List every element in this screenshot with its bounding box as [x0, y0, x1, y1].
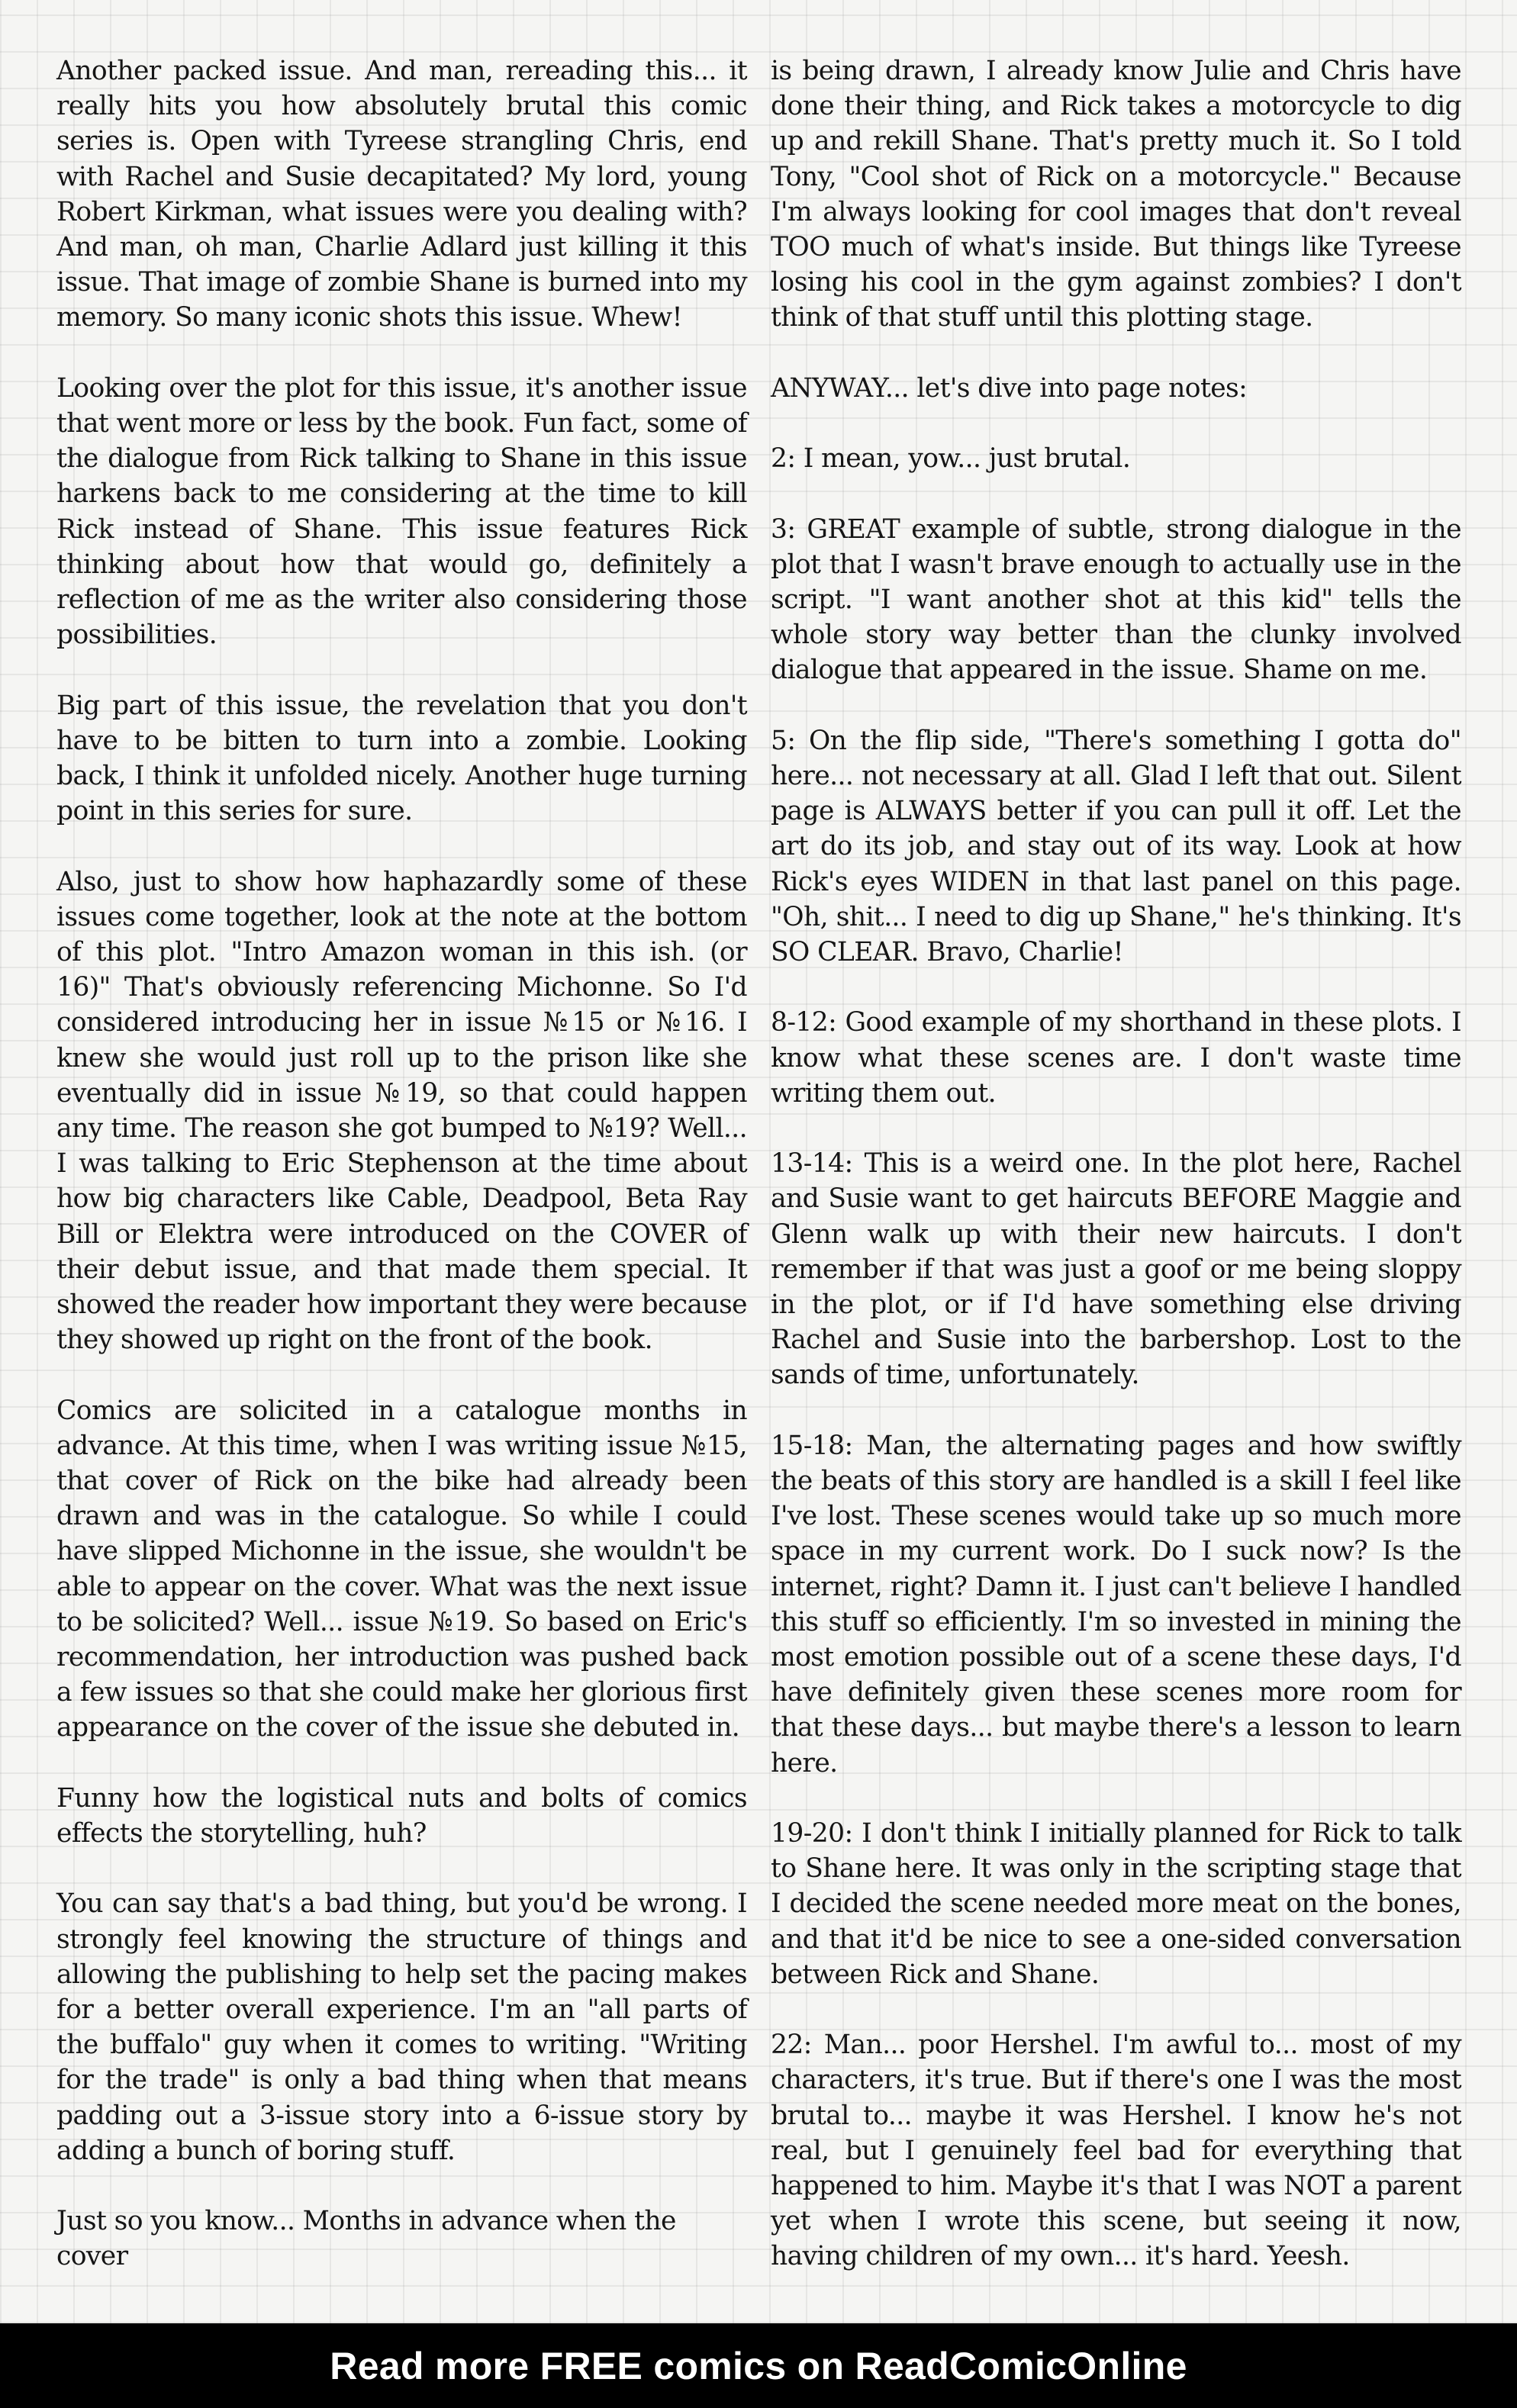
paragraph: Big part of this issue, the revelation that you don't have to be bitten to turn into a zombie. Looking back, I think it unfolded nicely. Another huge turning point in this series for sure.	[56, 690, 747, 827]
paragraph: is being drawn, I already know Julie and Chris have done their thing, and Rick takes a motorcycle to dig up and rekill Shane. That's pretty much it. So I told Tony, "Cool shot of Rick on a motorcycle." Because I'm always looking for cool images that don't reveal TOO much of what's inside. But things like Tyreese losing his cool in the gym against zombies? I don't think of that stuff until this plotting stage.	[771, 56, 1461, 333]
paragraph: 3: GREAT example of subtle, strong dialogue in the plot that I wasn't brave enough to actually use in the script. "I want another shot at this kid" tells the whole story way better than the clunky involved dialogue that appeared in the issue. Shame on me.	[771, 513, 1461, 686]
paragraph: 19-20: I don't think I initially planned for Rick to talk to Shane here. It was only in the scripting stage that I decided the scene needed more meat on the bones, and that it'd be nice to see a one-sided conversation between Rick and Shane.	[771, 1818, 1461, 1990]
paragraph: ANYWAY... let's dive into page notes:	[771, 372, 1248, 404]
paragraph: 22: Man... poor Hershel. I'm awful to... most of my characters, it's true. But if there's one I was the most brutal to... maybe it was Hershel. I know he's not real, but I genuinely feel bad for everything that happened to him. Maybe it's that I was NOT a parent yet when I wrote this scene, but seeing it now, having children of my own... it's hard. Yeesh.	[771, 2030, 1461, 2272]
paragraph: 13-14: This is a weird one. In the plot here, Rachel and Susie want to get haircuts BEFORE Maggie and Glenn walk up with their new haircuts. I don't remember if that was just a goof or me being sloppy in the plot, or if I'd have something else driving Rachel and Susie into the barbershop. Lost to the sands of time, unfortunately.	[771, 1148, 1461, 1391]
paragraph: 2: I mean, yow... just brutal.	[771, 443, 1131, 475]
footer-banner-text[interactable]: Read more FREE comics on ReadComicOnline	[330, 2344, 1187, 2387]
paragraph: 15-18: Man, the alternating pages and how swiftly the beats of this story are handled is a skill I feel like I've lost. These scenes would take up so much more space in my current work. Do I suck now? Is the internet, right? Damn it. I just can't believe I handled this stuff so efficiently. I'm so invested in mining the most emotion possible out of a scene these days, I'd have definitely given these scenes more room for that these days... but maybe there's a lesson to learn here.	[771, 1430, 1461, 1779]
paragraph: 5: On the flip side, "There's something I gotta do" here... not necessary at all. Glad I left that out. Silent page is ALWAYS better if you can pull it off. Let the art do its job, and stay out of its way. Look at how Rick's eyes WIDEN in that last panel on this page. "Oh, shit... I need to dig up Shane," he's thinking. It's SO CLEAR. Bravo, Charlie!	[771, 725, 1461, 968]
paragraph: Another packed issue. And man, rereading this... it really hits you how absolutely brutal this comic series is. Open with Tyreese strangling Chris, end with Rachel and Susie decapitated? My lord, young Robert Kirkman, what issues were you dealing with? And man, oh man, Charlie Adlard just killing it this issue. That image of zombie Shane is burned into my memory. So many iconic shots this issue. Whew!	[56, 56, 747, 333]
footer-banner[interactable]	[0, 2323, 1517, 2408]
paragraph: You can say that's a bad thing, but you'd be wrong. I strongly feel knowing the structure of things and allowing the publishing to help set the pacing makes for a better overall experience. I'm an "all parts of the buffalo" guy when it comes to writing. "Writing for the trade" is only a bad thing when that means padding out a 3-issue story into a 6-issue story by adding a bunch of boring stuff.	[56, 1888, 747, 2166]
right-column	[771, 53, 1461, 2310]
paragraph: Also, just to show how haphazardly some of these issues come together, look at the note at the bottom of this plot. "Intro Amazon woman in this ish. (or 16)" That's obviously referencing Michonne. So I'd considered introducing her in issue №15 or №16. I knew she would just roll up to the prison like she eventually did in issue №19, so that could happen any time. The reason she got bumped to №19? Well... I was talking to Eric Stephenson at the time about how big characters like Cable, Deadpool, Beta Ray Bill or Elektra were introduced on the COVER of their debut issue, and that made them special. It showed the reader how important they were because they showed up right on the front of the book.	[56, 866, 747, 1356]
paragraph: Comics are solicited in a catalogue months in advance. At this time, when I was writing issue №15, that cover of Rick on the bike had already been drawn and was in the catalogue. So while I could have slipped Michonne in the issue, she wouldn't be able to appear on the cover. What was the next issue to be solicited? Well... issue №19. So based on Eric's recommendation, her introduction was pushed back a few issues so that she could make her glorious first appearance on the cover of the issue she debuted in.	[56, 1395, 747, 1743]
paragraph: Looking over the plot for this issue, it's another issue that went more or less by the book. Fun fact, some of the dialogue from Rick talking to Shane in this issue harkens back to me considering at the time to kill Rick instead of Shane. This issue features Rick thinking about how that would go, definitely a reflection of me as the writer also considering those possibilities.	[56, 372, 747, 651]
paragraph: Funny how the logistical nuts and bolts of comics effects the storytelling, huh?	[56, 1782, 747, 1849]
paragraph: 8-12: Good example of my shorthand in these plots. I know what these scenes are. I don't waste time writing them out.	[771, 1007, 1461, 1109]
paragraph: Just so you know... Months in advance when the cover	[56, 2206, 676, 2272]
left-column	[56, 53, 747, 2310]
